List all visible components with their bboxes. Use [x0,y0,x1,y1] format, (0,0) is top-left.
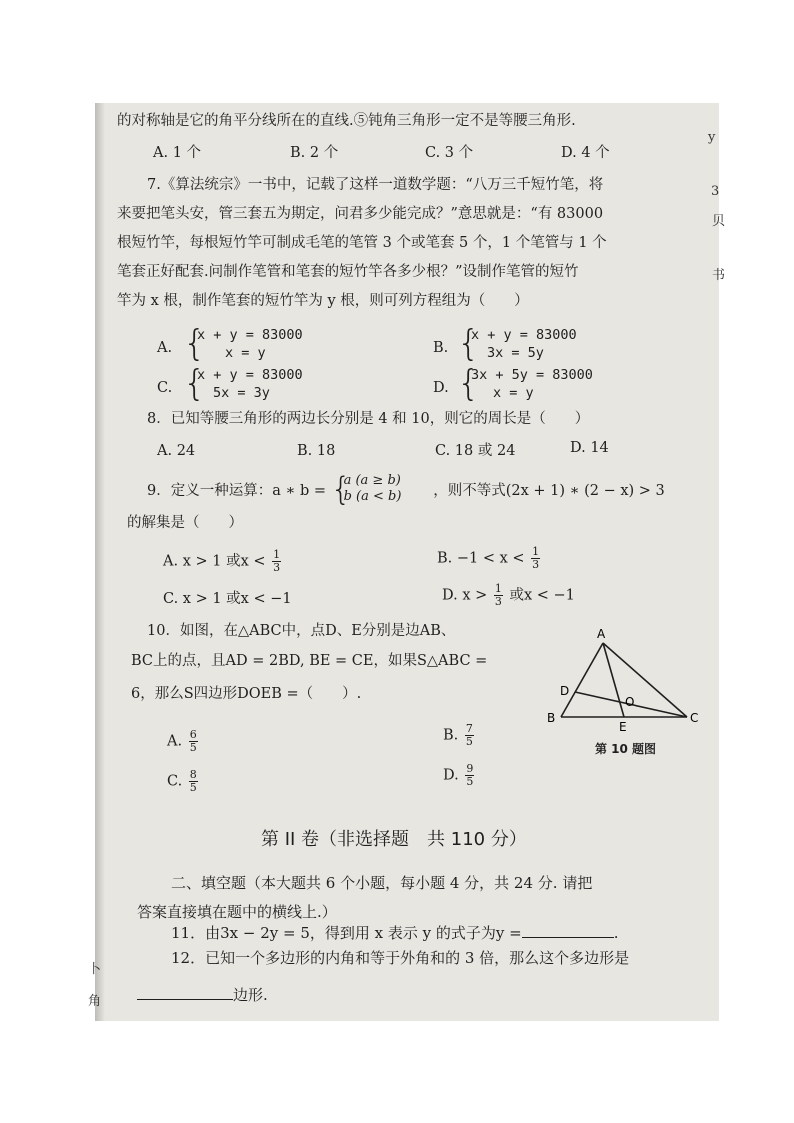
label-b: B [547,711,556,725]
scanned-page [95,103,719,1021]
edge-mark: 3 [711,184,720,199]
q9-option-c: C. x > 1 或x < −1 [163,591,292,607]
q7-line-3: 根短竹竿，每根短竹竿可制成毛笔的笔管 3 个或笔套 5 个，1 个笔管与 1 个 [117,235,607,251]
q9-option-a: A. x > 1 或x < $\frac{1}{3}$ [163,548,281,574]
label-o: O [625,695,635,709]
question-5-tail: 的对称轴是它的角平分线所在的直线.⑤钝角三角形一定不是等腰三角形. [117,113,576,129]
q10-option-b: B. $\frac{7}{5}$ [443,722,473,748]
q9-piecewise: { a (a ≥ b) b (a < b) [330,470,402,508]
q7-option-c-label: C. [157,380,173,396]
q6-option-c: C. 3 个 [425,145,474,161]
edge-mark: 书 [712,268,726,283]
label-a: A [597,627,606,641]
q7-option-a-label: A. [157,340,173,356]
fraction: $\frac{9}{5}$ [466,762,474,788]
q7-option-b-system: { x + y = 83000 3x = 5y [457,323,577,364]
q8-text: 8．已知等腰三角形的两边长分别是 4 和 10，则它的周长是（ ） [147,411,590,427]
q6-option-d: D. 4 个 [561,145,610,161]
fraction: $\frac{6}{5}$ [189,728,197,754]
q10-option-c: C. $\frac{8}{5}$ [167,768,197,794]
part2-line-1: 二、填空题（本大题共 6 个小题，每小题 4 分，共 24 分. 请把 [171,874,593,892]
page-shadow [95,103,105,1021]
q9-suffix: ，则不等式(2x + 1) ∗ (2 − x) > 3 [433,483,665,499]
q7-line-5: 竿为 x 根，制作笔套的短竹竿为 y 根，则可列方程组为（ ） [117,293,529,309]
q11-answer-blank[interactable] [522,923,614,938]
edge-mark: 卜 [88,962,102,977]
q7-option-a-system: { x + y = 83000 x = y [183,323,303,364]
q10-line-3: 6，那么S四边形DOEB =（ ）. [131,686,362,702]
q11-text: 11．由3x − 2y = 5，得到用 x 表示 y 的式子为y = . [171,924,619,942]
edge-mark: 贝 [712,214,726,229]
q9-text [147,470,665,508]
fraction: $\frac{8}{5}$ [189,768,197,794]
edge-mark: y [708,130,716,145]
q8-option-c: C. 18 或 24 [435,443,516,459]
fraction: $\frac{1}{3}$ [532,545,540,571]
q8-option-a: A. 24 [157,443,196,459]
q7-option-d-label: D. [433,380,449,396]
figure-caption: 第 10 题图 [595,742,657,756]
q7-option-c-system: { x + y = 83000 5x = 3y [183,363,303,404]
q10-option-a: A. $\frac{6}{5}$ [167,728,197,754]
q7-line-1: 7.《算法统宗》一书中，记载了这样一道数学题：“八万三千短竹笔，将 [147,177,604,193]
label-d: D [560,684,570,698]
q12-line-2: 边形. [137,985,268,1005]
q9-line-2: 的解集是（ ） [127,515,243,531]
q10-line-1: 10．如图，在△ABC中，点D、E分别是边AB、 [147,623,456,639]
q6-option-a: A. 1 个 [153,145,202,161]
q12-line-1: 12．已知一个多边形的内角和等于外角和的 3 倍，那么这个多边形是 [171,949,630,967]
section-title: 第 II 卷（非选择题 共 110 分） [261,829,527,850]
label-c: C [690,711,699,725]
segment-ac [603,643,687,717]
q6-option-b: B. 2 个 [290,145,339,161]
q12-answer-blank[interactable] [137,985,233,1000]
q7-option-d-system: { 3x + 5y = 83000 x = y [457,363,593,404]
q9-option-d: D. x > $\frac{1}{3}$ 或x < −1 [442,582,575,608]
part2-line-2: 答案直接填在题中的横线上.） [137,903,337,921]
q7-line-4: 笔套正好配套.问制作笔管和笔套的短竹竿各多少根？”设制作笔管的短竹 [117,264,579,280]
q10-line-2: BC上的点，且AD = 2BD, BE = CE，如果S△ABC = [131,653,488,669]
q7-line-2: 来要把笔头安，管三套五为期定，问君多少能完成？”意思就是：“有 83000 [117,206,604,222]
segment-ae [603,643,624,717]
fraction: $\frac{1}{3}$ [494,582,502,608]
q7-option-b-label: B. [433,340,449,356]
edge-mark: 角 [88,994,102,1009]
q8-option-d: D. 14 [570,440,609,456]
q9-prefix: 9．定义一种运算：a ∗ b = [147,483,326,499]
fraction: $\frac{1}{3}$ [273,548,281,574]
segment-ab [561,643,603,717]
q8-option-b: B. 18 [297,443,336,459]
q9-option-b: B. −1 < x < $\frac{1}{3}$ [437,545,540,571]
label-e: E [619,720,627,734]
fraction: $\frac{7}{5}$ [465,722,473,748]
q10-option-d: D. $\frac{9}{5}$ [443,762,474,788]
